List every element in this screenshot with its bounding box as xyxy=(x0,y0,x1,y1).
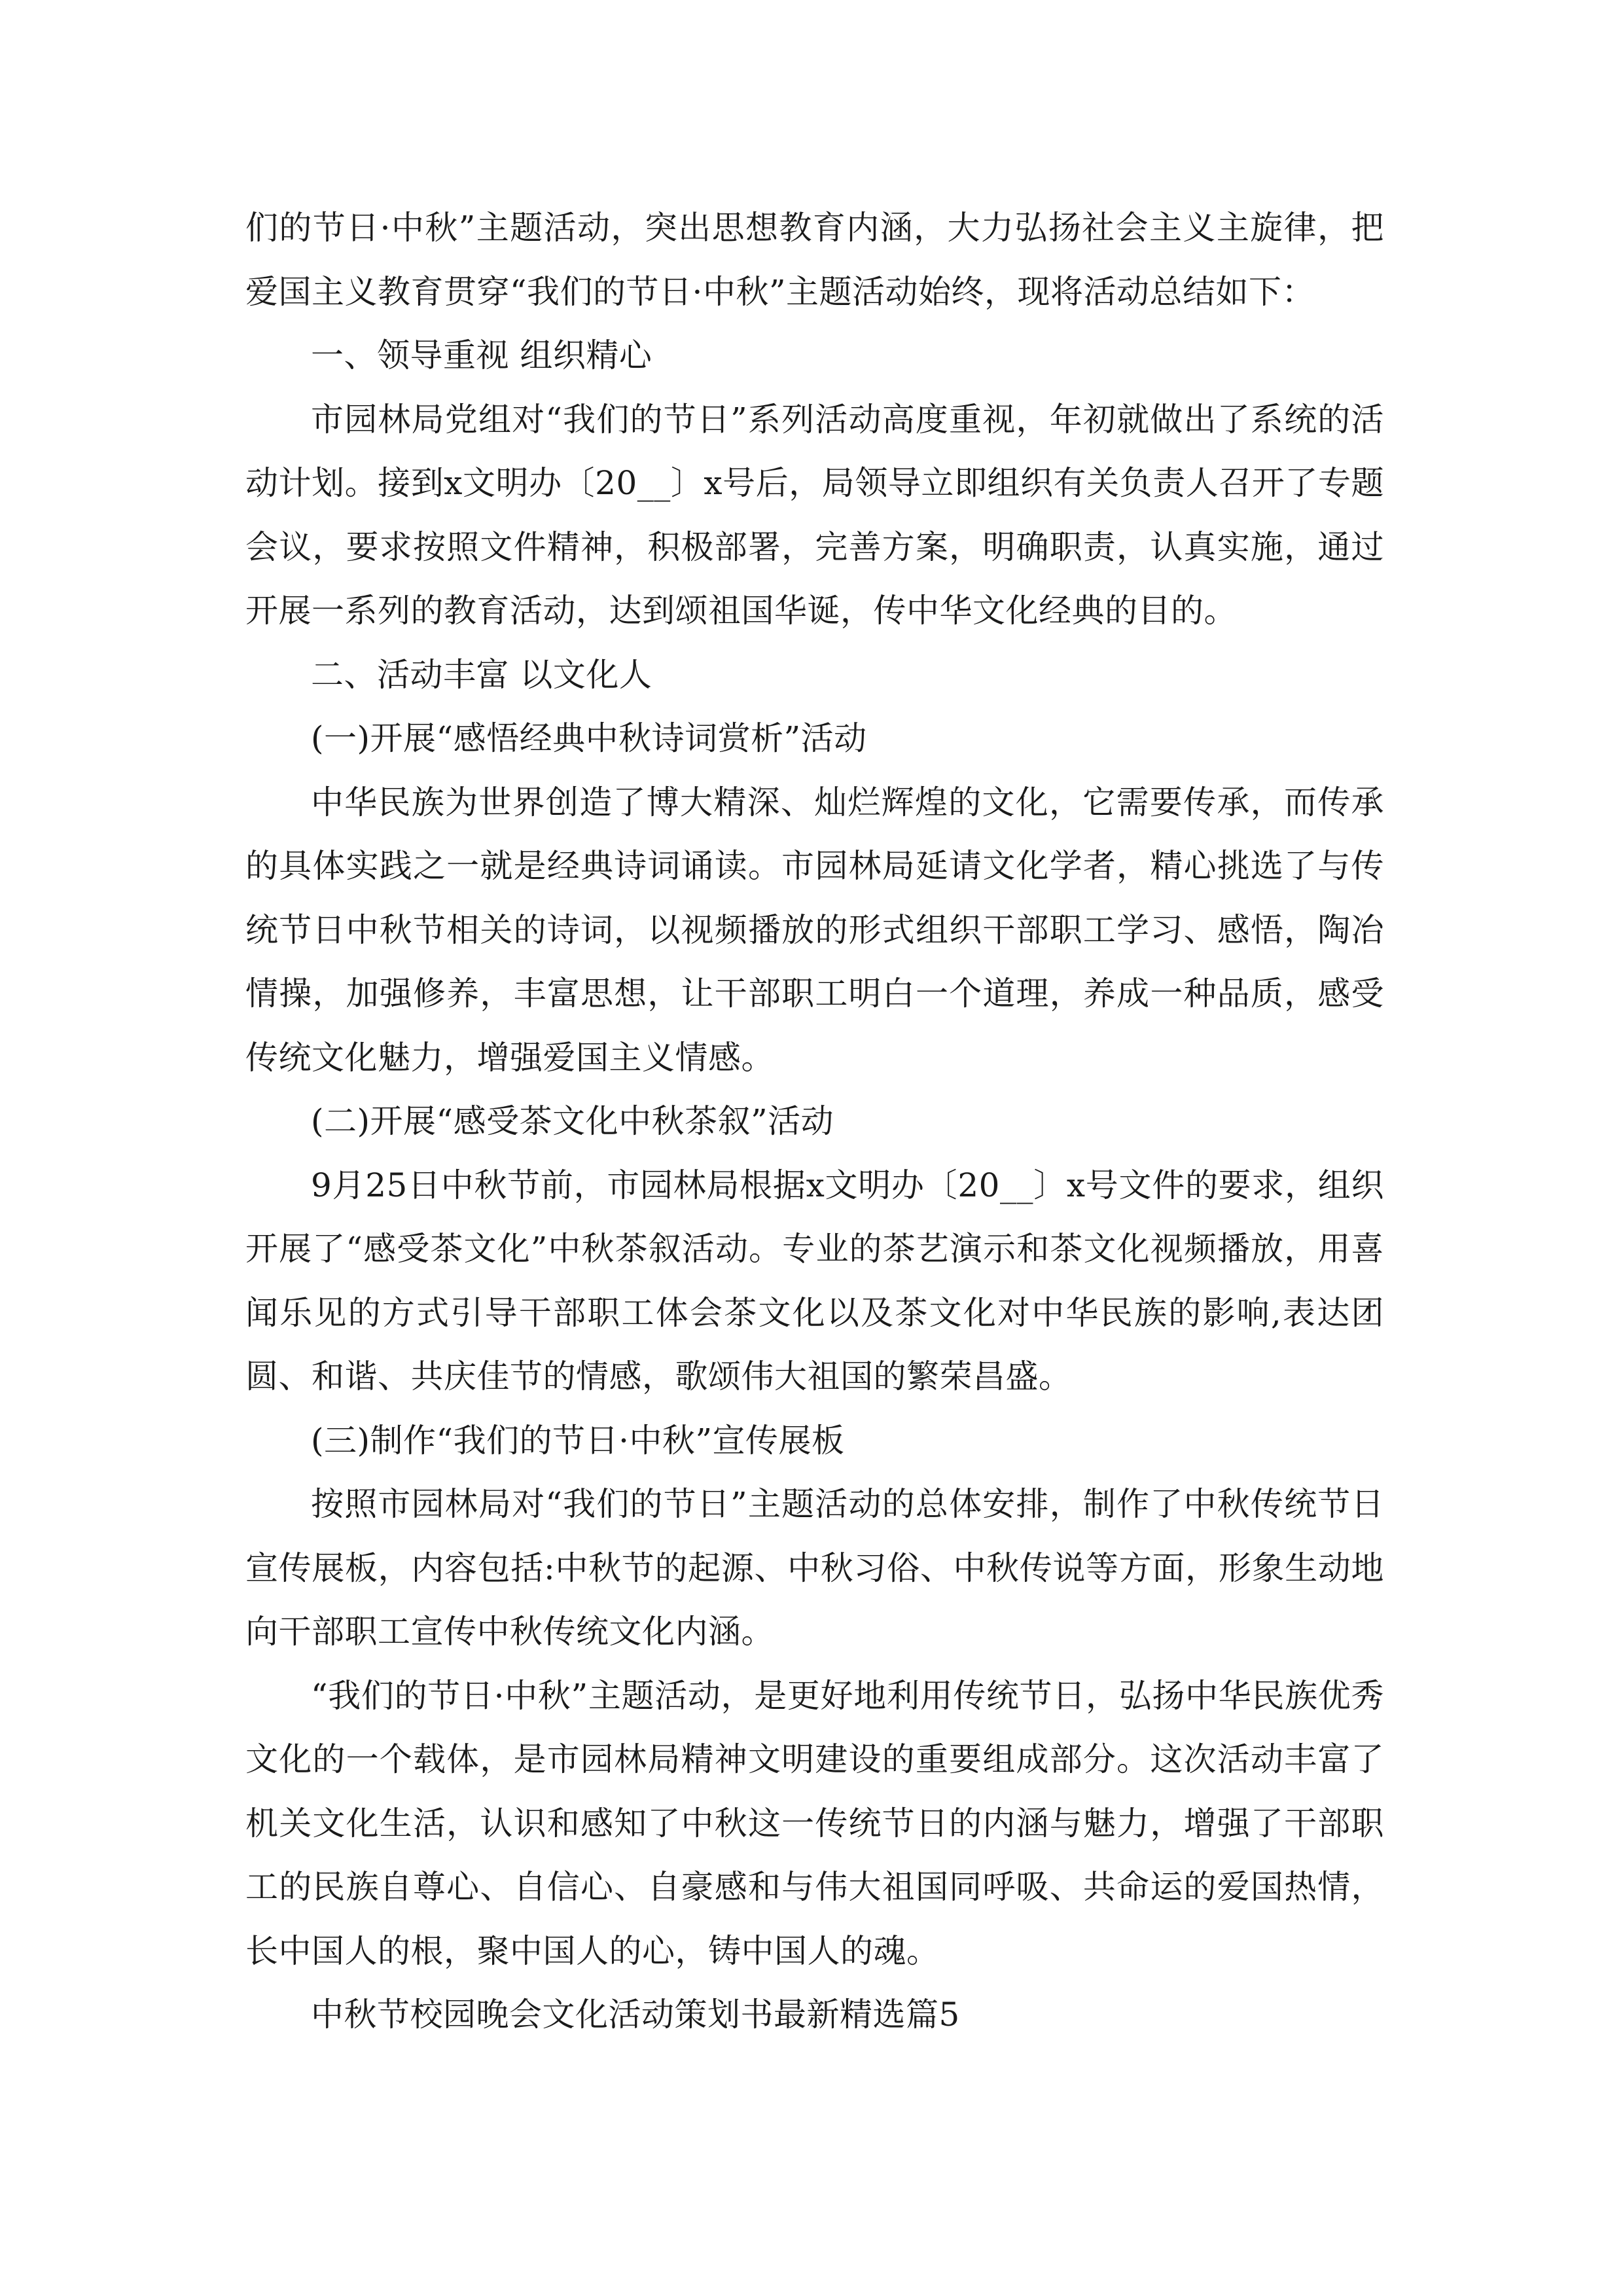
paragraph-display-board: 按照市园林局对“我们的节日”主题活动的总体安排，制作了中秋传统节日宣传展板，内容包括:中秋节的起源、中秋习俗、中秋传说等方面，形象生动地向干部职工宣传中秋传统文化内涵。 xyxy=(245,1485,1384,1651)
section-heading-activities: 二、活动丰富 以文化人 xyxy=(311,655,652,694)
paragraph-intro-continuation: 们的节日·中秋”主题活动，突出思想教育内涵，大力弘扬社会主义主旋律，把爱国主义教育贯穿“我们的节日·中秋”主题活动始终，现将活动总结如下： xyxy=(245,209,1384,311)
section-heading-leadership: 一、领导重视 组织精心 xyxy=(311,336,652,374)
paragraph-poetry: 中华民族为世界创造了博大精深、灿烂辉煌的文化，它需要传承，而传承的具体实践之一就是经典诗词诵读。市园林局延请文化学者，精心挑选了与传统节日中秋节相关的诗词，以视频播放的形式组织干部职工学习、感悟，陶冶情操，加强修养，丰富思想，让干部职工明白一个道理，养成一种品质，感受传统文化魅力，增强爱国主义情感。 xyxy=(245,783,1384,1077)
paragraph-tea: 9月25日中秋节前，市园林局根据x文明办〔20__〕x号文件的要求，组织开展了“感受茶文化”中秋茶叙活动。专业的茶艺演示和茶文化视频播放，用喜闻乐见的方式引导干部职工体会茶文化以及茶文化对中华民族的影响,表达团圆、和谐、共庆佳节的情感，歌颂伟大祖国的繁荣昌盛。 xyxy=(245,1166,1384,1395)
subheading-poetry: (一)开展“感悟经典中秋诗词赏析”活动 xyxy=(311,719,867,757)
subheading-tea: (二)开展“感受茶文化中秋茶叙”活动 xyxy=(311,1102,834,1140)
document-body xyxy=(245,196,1384,2047)
paragraph-conclusion: “我们的节日·中秋”主题活动，是更好地利用传统节日，弘扬中华民族优秀文化的一个载体，是市园林局精神文明建设的重要组成部分。这次活动丰富了机关文化生活，认识和感知了中秋这一传统节日的内涵与魅力，增强了干部职工的民族自尊心、自信心、自豪感和与伟大祖国同呼吸、共命运的爱国热情，长中国人的根，聚中国人的心，铸中国人的魂。 xyxy=(245,1676,1384,1970)
subheading-display-board: (三)制作“我们的节日·中秋”宣传展板 xyxy=(311,1421,845,1460)
paragraph-leadership: 市园林局党组对“我们的节日”系列活动高度重视，年初就做出了系统的活动计划。接到x文明办〔20__〕x号后，局领导立即组织有关负责人召开了专题会议，要求按照文件精神，积极部署，完善方案，明确职责，认真实施，通过开展一系列的教育活动，达到颂祖国华诞，传中华文化经典的目的。 xyxy=(245,400,1384,630)
next-section-title: 中秋节校园晚会文化活动策划书最新精选篇5 xyxy=(311,1996,960,2034)
